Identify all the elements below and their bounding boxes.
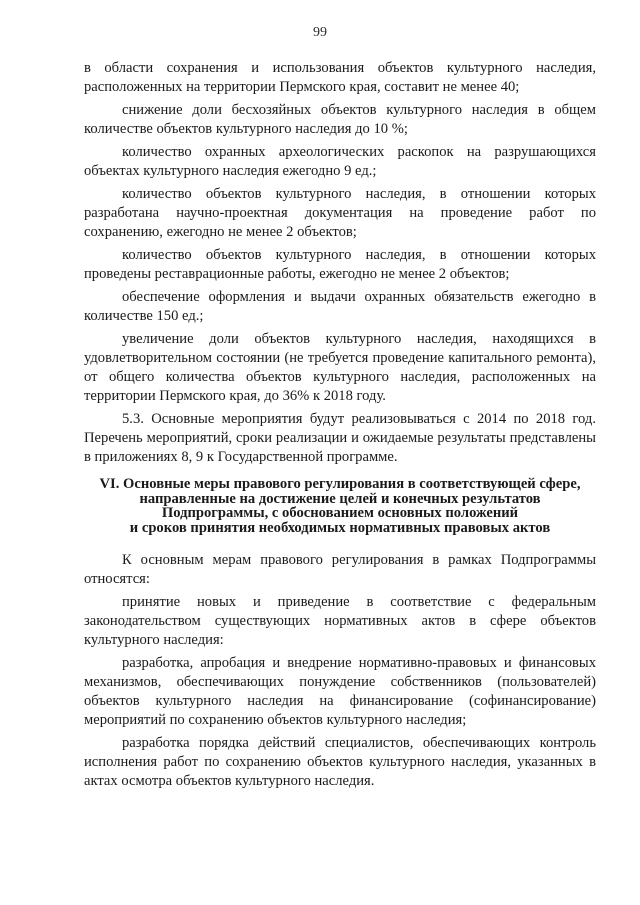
- paragraphs-before: [84, 59, 596, 467]
- paragraph: количество охранных археологических раскопок на разрушающихся объектах культурного наследия ежегодно 9 ед.;: [84, 144, 596, 179]
- document-body: [84, 59, 596, 795]
- section-heading-line: VI. Основные меры правового регулирования в соответствующей сфере,: [99, 476, 581, 492]
- paragraph: увеличение доли объектов культурного наследия, находящихся в удовлетворительном состоянии (не требуется проведение капитального ремонта), от общего количества объектов культурного наследия, расположенных на территории Пермского края, до 36% к 2018 году.: [84, 331, 596, 404]
- paragraph: 5.3. Основные мероприятия будут реализовываться с 2014 по 2018 год. Перечень мероприятий, сроки реализации и ожидаемые результаты представлены в приложениях 8, 9 к Государственной программе.: [84, 411, 596, 465]
- paragraph: принятие новых и приведение в соответствие с федеральным законодательством существующих нормативных актов в сфере объектов культурного наследия:: [84, 594, 596, 648]
- paragraph: количество объектов культурного наследия, в отношении которых проведены реставрационные работы, ежегодно не менее 2 объектов;: [84, 247, 596, 282]
- section-heading: [84, 477, 596, 535]
- section-heading-line: направленные на достижение целей и конечных результатов: [139, 490, 541, 507]
- paragraph: разработка, апробация и внедрение нормативно-правовых и финансовых механизмов, обеспечивающих понуждение собственников (пользователей) объектов культурного наследия на финансирование (софинансирование) мероприятий по сохранению объектов культурного наследия;: [84, 655, 596, 728]
- paragraph: К основным мерам правового регулирования в рамках Подпрограммы относятся:: [84, 552, 596, 587]
- section-heading-line: и сроков принятия необходимых нормативных правовых актов: [129, 519, 551, 536]
- page-number: 99: [313, 25, 327, 40]
- paragraphs-after: [84, 551, 596, 791]
- section-heading-line: Подпрограммы, с обоснованием основных положений: [161, 505, 519, 521]
- paragraph: обеспечение оформления и выдачи охранных обязательств ежегодно в количестве 150 ед.;: [84, 289, 596, 324]
- paragraph: количество объектов культурного наследия, в отношении которых разработана научно-проектная документация на проведение работ по сохранению, ежегодно не менее 2 объектов;: [84, 186, 596, 240]
- paragraph: снижение доли бесхозяйных объектов культурного наследия в общем количестве объектов культурного наследия до 10 %;: [84, 102, 596, 137]
- paragraph: разработка порядка действий специалистов, обеспечивающих контроль исполнения работ по сохранению объектов культурного наследия, указанных в актах осмотра объектов культурного наследия.: [84, 735, 596, 789]
- paragraph: в области сохранения и использования объектов культурного наследия, расположенных на территории Пермского края, составит не менее 40;: [84, 60, 596, 95]
